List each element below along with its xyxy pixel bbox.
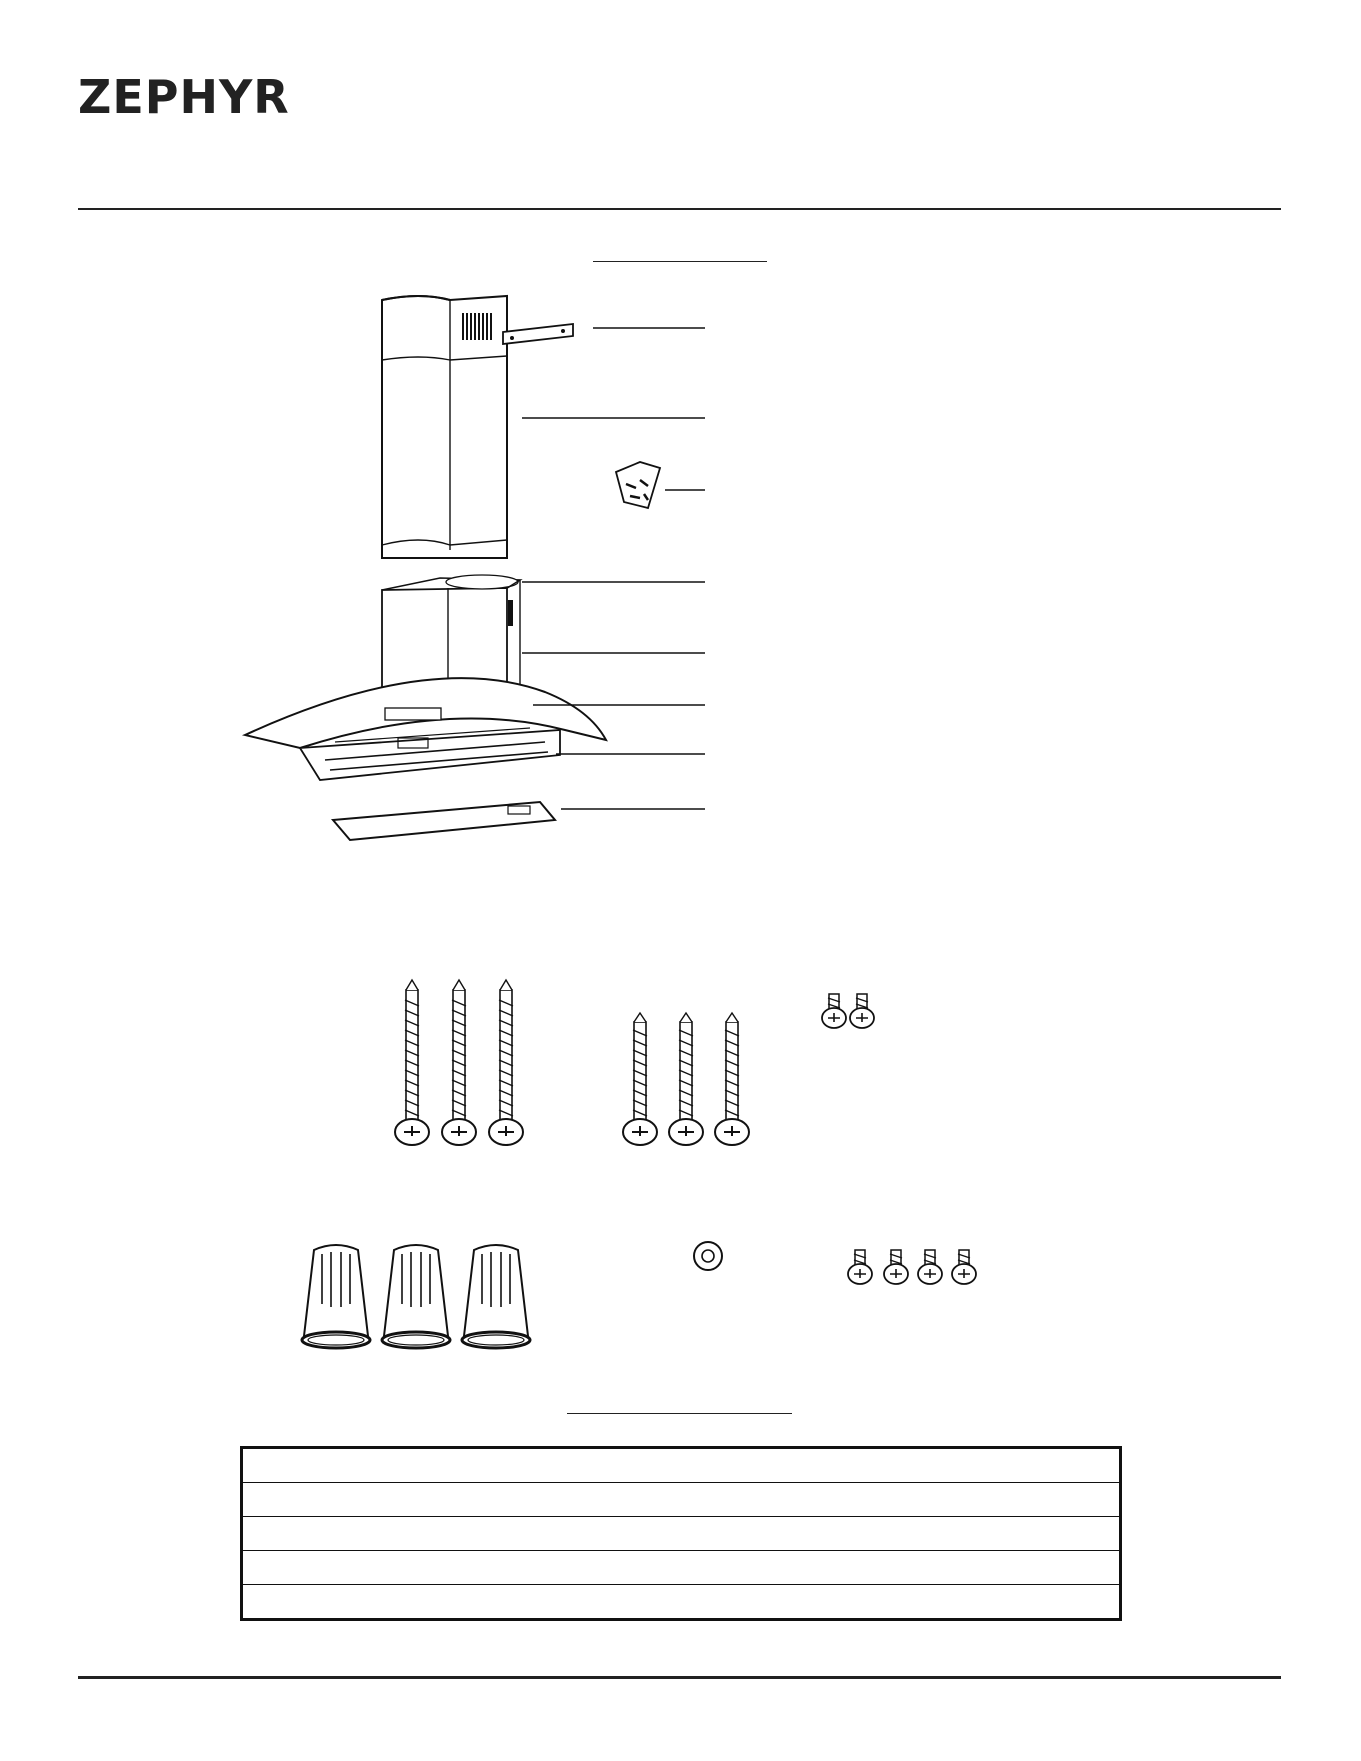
table-cell <box>242 1483 1121 1517</box>
mounting-bracket-icon <box>503 324 573 344</box>
hardware-bag-icon <box>616 462 660 508</box>
table-cell <box>242 1551 1121 1585</box>
chimney-cover-icon <box>382 296 507 558</box>
washer-icon <box>694 1242 722 1270</box>
table-row <box>242 1551 1121 1585</box>
parts-table <box>240 1446 1122 1621</box>
table-cell <box>242 1517 1121 1551</box>
zephyr-logo: ZEPHYR <box>78 70 290 124</box>
wire-connectors-icon <box>302 1245 530 1348</box>
table-row <box>242 1585 1121 1620</box>
footer-rule <box>78 1676 1281 1679</box>
table-cell <box>242 1448 1121 1483</box>
table-row <box>242 1448 1121 1483</box>
table-row <box>242 1517 1121 1551</box>
long-screws-icon <box>395 980 523 1145</box>
hood-body-icon <box>245 678 606 780</box>
table-cell <box>242 1585 1121 1620</box>
small-screws-pair-icon <box>822 994 874 1028</box>
grease-filter-icon <box>333 802 555 840</box>
small-screws-four-icon <box>848 1250 976 1284</box>
table-row <box>242 1483 1121 1517</box>
medium-screws-icon <box>623 1013 749 1145</box>
